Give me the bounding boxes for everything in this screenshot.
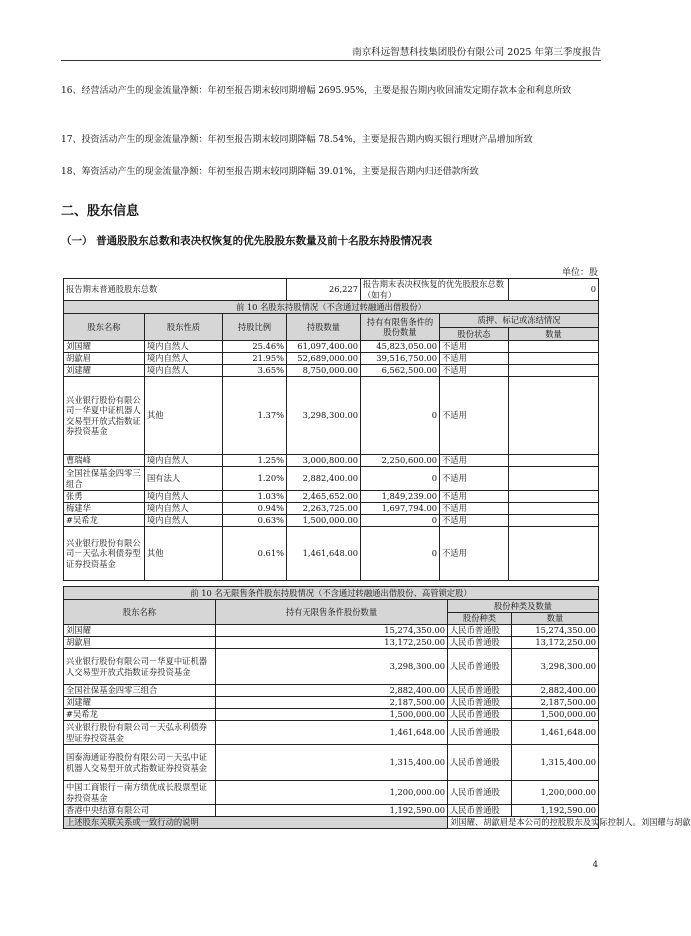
unr-holder-name: 香港中央结算有限公司 [64,805,216,817]
unr-holder-quantity: 2,187,500.00 [216,697,448,709]
unr-holder-name: 兴业银行股份有限公司－华夏中证机器人交易型开放式指数证券投资基金 [64,649,216,685]
holder-ratio: 25.46% [223,341,287,353]
holder-quantity: 3,298,300.00 [287,377,361,455]
unr-share-type: 人民币普通股 [448,781,512,805]
unr-holder-quantity: 1,315,400.00 [216,745,448,781]
holder-ratio: 0.61% [223,527,287,581]
holder-name: 胡歙眉 [64,353,145,365]
holder-pledge-qty [509,341,599,353]
holder-pledge-status: 不适用 [440,503,509,515]
holder-ratio: 0.94% [223,503,287,515]
holder-restricted: 0 [361,377,440,455]
unr-share-type: 人民币普通股 [448,649,512,685]
holder-restricted: 0 [361,515,440,527]
relationship-value: 刘国耀、胡歙眉是本公司的控股股东及实际控制人。刘国耀与胡歙 [448,817,599,829]
section-title: 二、股东信息 [61,204,140,219]
holder-pledge-qty [509,377,599,455]
col-header-pledge: 质押、标记或冻结情况 [440,314,599,328]
table-row [64,455,599,467]
table-row [64,467,599,491]
holder-quantity: 2,465,652.00 [287,491,361,503]
unrestricted-shareholders-table [63,586,691,829]
table-row [64,491,599,503]
holder-restricted: 6,562,500.00 [361,365,440,377]
col-header-nature: 股东性质 [145,314,223,341]
table-row [64,781,599,805]
holder-nature: 境内自然人 [145,341,223,353]
unr-share-qty: 1,200,000.00 [512,781,599,805]
holder-name: 兴业银行股份有限公司－天弘永利债券型证券投资基金 [64,527,145,581]
holder-ratio: 1.20% [223,467,287,491]
holder-nature: 境内自然人 [145,365,223,377]
holder-restricted: 1,697,794.00 [361,503,440,515]
table-row [64,353,599,365]
holder-name: 全国社保基金四零三组合 [64,467,145,491]
holder-restricted: 0 [361,527,440,581]
preferred-holders-label: 报告期末表决权恢复的优先股股东总数（如有） [361,279,509,301]
note-16: 16、经营活动产生的现金流量净额：年初至报告期末较同期增幅 2695.95%，主要是报告期内收回浦发定期存款本金和利息所致 [61,86,572,96]
table-row [64,745,599,781]
unr-holder-name: 刘国耀 [64,625,216,637]
table-row [64,515,599,527]
table-row [64,685,599,697]
holder-nature: 境内自然人 [145,503,223,515]
common-holders-label: 报告期末普通股股东总数 [64,279,287,301]
unr-holder-name: 全国社保基金四零三组合 [64,685,216,697]
holder-pledge-status: 不适用 [440,515,509,527]
holder-restricted: 1,849,239.00 [361,491,440,503]
holder-pledge-status: 不适用 [440,377,509,455]
unr-share-qty: 1,192,590.00 [512,805,599,817]
holder-nature: 境内自然人 [145,455,223,467]
unr-holder-name: #吴希龙 [64,709,216,721]
holder-nature: 其他 [145,527,223,581]
unr-share-type: 人民币普通股 [448,685,512,697]
holder-ratio: 0.63% [223,515,287,527]
page-number: 4 [592,860,598,870]
holder-restricted: 45,823,050.00 [361,341,440,353]
holder-ratio: 3.65% [223,365,287,377]
table-row [64,709,599,721]
holder-pledge-status: 不适用 [440,365,509,377]
unr-share-type: 人民币普通股 [448,709,512,721]
unr-share-qty: 2,882,400.00 [512,685,599,697]
top10-shareholders-table [63,278,599,581]
unr-share-type: 人民币普通股 [448,625,512,637]
unr-holder-quantity: 3,298,300.00 [216,649,448,685]
unr-holder-quantity: 2,882,400.00 [216,685,448,697]
unr-share-qty: 13,172,250.00 [512,637,599,649]
holder-name: 张勇 [64,491,145,503]
unr-holder-name: 兴业银行股份有限公司－天弘永利债券型证券投资基金 [64,721,216,745]
table-row [64,503,599,515]
holder-quantity: 8,750,000.00 [287,365,361,377]
table-row [64,649,599,685]
holder-restricted: 39,516,750.00 [361,353,440,365]
holder-name: 刘建耀 [64,365,145,377]
unr-share-qty: 15,274,350.00 [512,625,599,637]
holder-name: 曹瑞峰 [64,455,145,467]
holder-pledge-status: 不适用 [440,353,509,365]
preferred-holders-value: 0 [509,279,599,301]
holder-nature: 境内自然人 [145,491,223,503]
holder-name: #吴希龙 [64,515,145,527]
holder-nature: 境内自然人 [145,515,223,527]
holder-name: 兴业银行股份有限公司－华夏中证机器人交易型开放式指数证券投资基金 [64,377,145,455]
unr-holder-quantity: 1,200,000.00 [216,781,448,805]
relationship-label: 上述股东关联关系或一致行动的说明 [64,817,448,829]
col-header-quantity: 持股数量 [287,314,361,341]
holder-quantity: 61,097,400.00 [287,341,361,353]
col-header-unr-quantity: 持有无限售条件股份数量 [216,600,448,625]
holder-pledge-status: 不适用 [440,527,509,581]
table-row [64,625,599,637]
holder-quantity: 1,500,000.00 [287,515,361,527]
col-header-pledge-status: 股份状态 [440,328,509,341]
holder-pledge-qty [509,353,599,365]
unr-holder-quantity: 1,500,000.00 [216,709,448,721]
unr-holder-quantity: 13,172,250.00 [216,637,448,649]
unr-share-type: 人民币普通股 [448,721,512,745]
col-header-unr-kind-qty: 数量 [512,613,599,625]
holder-pledge-qty [509,365,599,377]
unit-label: 单位：股 [561,268,598,278]
unr-holder-quantity: 1,461,648.00 [216,721,448,745]
holder-name: 梅建华 [64,503,145,515]
col-header-ratio: 持股比例 [223,314,287,341]
common-holders-value: 26,227 [287,279,361,301]
unr-holder-quantity: 1,192,590.00 [216,805,448,817]
unr-share-qty: 1,461,648.00 [512,721,599,745]
unr-share-type: 人民币普通股 [448,637,512,649]
holder-nature: 国有法人 [145,467,223,491]
holder-pledge-qty [509,527,599,581]
holder-quantity: 1,461,648.00 [287,527,361,581]
unr-share-qty: 3,298,300.00 [512,649,599,685]
holder-pledge-qty [509,467,599,491]
table-row [64,527,599,581]
holder-nature: 其他 [145,377,223,455]
holder-ratio: 1.03% [223,491,287,503]
holder-pledge-status: 不适用 [440,341,509,353]
holder-ratio: 1.25% [223,455,287,467]
table-row [64,805,599,817]
subsection-title: （一） 普通股股东总数和表决权恢复的优先股股东数量及前十名股东持股情况表 [61,235,433,247]
col-header-unr-kind: 股份种类及数量 [448,600,599,613]
col-header-unr-name: 股东名称 [64,600,216,625]
holder-pledge-qty [509,503,599,515]
table-row [64,341,599,353]
report-header-title: 南京科远智慧科技集团股份有限公司 2025 年第三季度报告 [352,47,601,58]
holder-quantity: 2,882,400.00 [287,467,361,491]
unr-share-type: 人民币普通股 [448,697,512,709]
holder-restricted: 0 [361,467,440,491]
col-header-pledge-qty: 数量 [509,328,599,341]
unr-holder-name: 中国工商银行－南方绩优成长股票型证券投资基金 [64,781,216,805]
note-17: 17、投资活动产生的现金流量净额：年初至报告期末较同期降幅 78.54%，主要是报告期内购买银行理财产品增加所致 [61,135,533,145]
table-row [64,697,599,709]
holder-quantity: 3,000,800.00 [287,455,361,467]
holder-pledge-status: 不适用 [440,455,509,467]
unr-share-type: 人民币普通股 [448,745,512,781]
col-header-name: 股东名称 [64,314,145,341]
holder-name: 刘国耀 [64,341,145,353]
holder-restricted: 2,250,600.00 [361,455,440,467]
table-row [64,637,599,649]
holder-pledge-qty [509,515,599,527]
unr-holder-name: 胡歙眉 [64,637,216,649]
top10-section-title: 前 10 名股东持股情况（不含通过转融通出借股份） [64,301,599,314]
unr-holder-quantity: 15,274,350.00 [216,625,448,637]
unrestricted-section-title: 前 10 名无限售条件股东持股情况（不含通过转融通出借股份、高管锁定股） [64,587,599,600]
holder-quantity: 2,263,725.00 [287,503,361,515]
col-header-restricted: 持有有限售条件的股份数量 [361,314,440,341]
unr-share-type: 人民币普通股 [448,805,512,817]
holder-pledge-qty [509,491,599,503]
table-row [64,377,599,455]
col-header-unr-kind-type: 股份种类 [448,613,512,625]
holder-quantity: 52,689,000.00 [287,353,361,365]
header-divider [61,60,601,61]
holder-nature: 境内自然人 [145,353,223,365]
unr-share-qty: 2,187,500.00 [512,697,599,709]
holder-pledge-status: 不适用 [440,491,509,503]
holder-pledge-qty [509,455,599,467]
note-18: 18、筹资活动产生的现金流量净额：年初至报告期末较同期降幅 39.01%，主要是报告期内归还借款所致 [61,167,479,177]
unr-share-qty: 1,315,400.00 [512,745,599,781]
unr-holder-name: 刘建耀 [64,697,216,709]
table-row [64,721,599,745]
holder-pledge-status: 不适用 [440,467,509,491]
holder-ratio: 1.37% [223,377,287,455]
holder-ratio: 21.95% [223,353,287,365]
unr-holder-name: 国泰海通证券股份有限公司－天弘中证机器人交易型开放式指数证券投资基金 [64,745,216,781]
table-row [64,365,599,377]
unr-share-qty: 1,500,000.00 [512,709,599,721]
